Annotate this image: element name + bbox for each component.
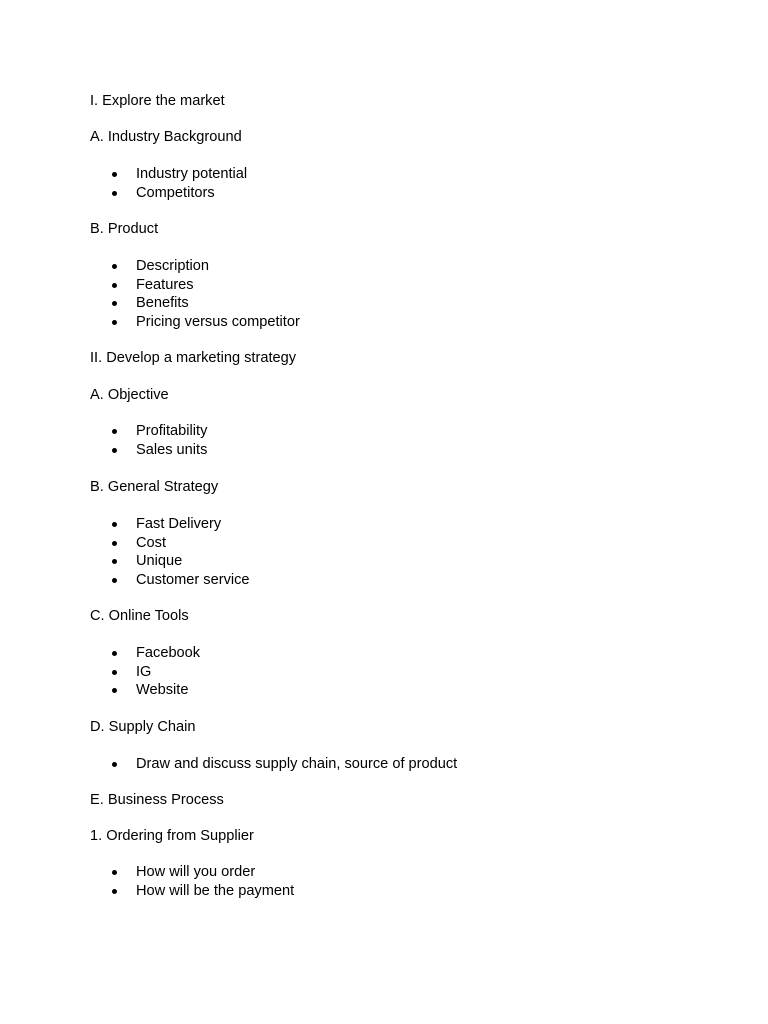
bullet-icon: [112, 762, 117, 767]
list-item-text: Customer service: [136, 571, 250, 588]
list-item-text: Competitors: [136, 184, 215, 201]
bullet-icon: [112, 578, 117, 583]
bullet-icon: [112, 541, 117, 546]
bullet-icon: [112, 870, 117, 875]
list-item-text: How will be the payment: [136, 882, 295, 899]
subheading-supply-chain: D. Supply Chain: [90, 719, 196, 735]
list-item-text: Draw and discuss supply chain, source of product: [136, 756, 458, 772]
list-item-text: Description: [136, 258, 209, 274]
list-item-text: Facebook: [136, 645, 201, 661]
bullet-icon: [112, 301, 117, 306]
subheading-online-tools: C. Online Tools: [90, 608, 189, 624]
list-item-text: Cost: [136, 534, 167, 551]
list-item-text: Profitability: [136, 423, 208, 439]
list-item-text: Pricing versus competitor: [136, 313, 300, 330]
subheading-objective: A. Objective: [90, 387, 169, 403]
list-item-text: IG: [136, 663, 152, 680]
step-heading-ordering-from-supplier: 1. Ordering from Supplier: [90, 828, 254, 844]
subheading-industry-background: A. Industry Background: [90, 129, 242, 145]
subheading-general-strategy: B. General Strategy: [90, 479, 219, 495]
list-item-text: Features: [136, 276, 194, 293]
bullet-icon: [112, 172, 117, 177]
bullet-icon: [112, 651, 117, 656]
bullet-icon: [112, 889, 117, 894]
bullet-icon: [112, 283, 117, 288]
list-item-text: How will you order: [136, 864, 256, 880]
list-item-text: Industry potential: [136, 166, 248, 182]
section-heading-marketing-strategy: II. Develop a marketing strategy: [90, 350, 297, 366]
bullet-icon: [112, 191, 117, 196]
bullet-icon: [112, 429, 117, 434]
bullet-icon: [112, 559, 117, 564]
list-item-text: Website: [136, 682, 189, 699]
list-item-text: Fast Delivery: [136, 516, 222, 532]
bullet-icon: [112, 688, 117, 693]
list-item-text: Benefits: [136, 295, 189, 312]
section-heading-explore-market: I. Explore the market: [90, 93, 225, 109]
bullet-icon: [112, 522, 117, 527]
subheading-business-process: E. Business Process: [90, 792, 224, 808]
bullet-icon: [112, 448, 117, 453]
list-item-text: Unique: [136, 553, 183, 570]
subheading-product: B. Product: [90, 221, 159, 237]
bullet-icon: [112, 264, 117, 269]
bullet-icon: [112, 670, 117, 675]
bullet-icon: [112, 320, 117, 325]
list-item-text: Sales units: [136, 441, 208, 458]
